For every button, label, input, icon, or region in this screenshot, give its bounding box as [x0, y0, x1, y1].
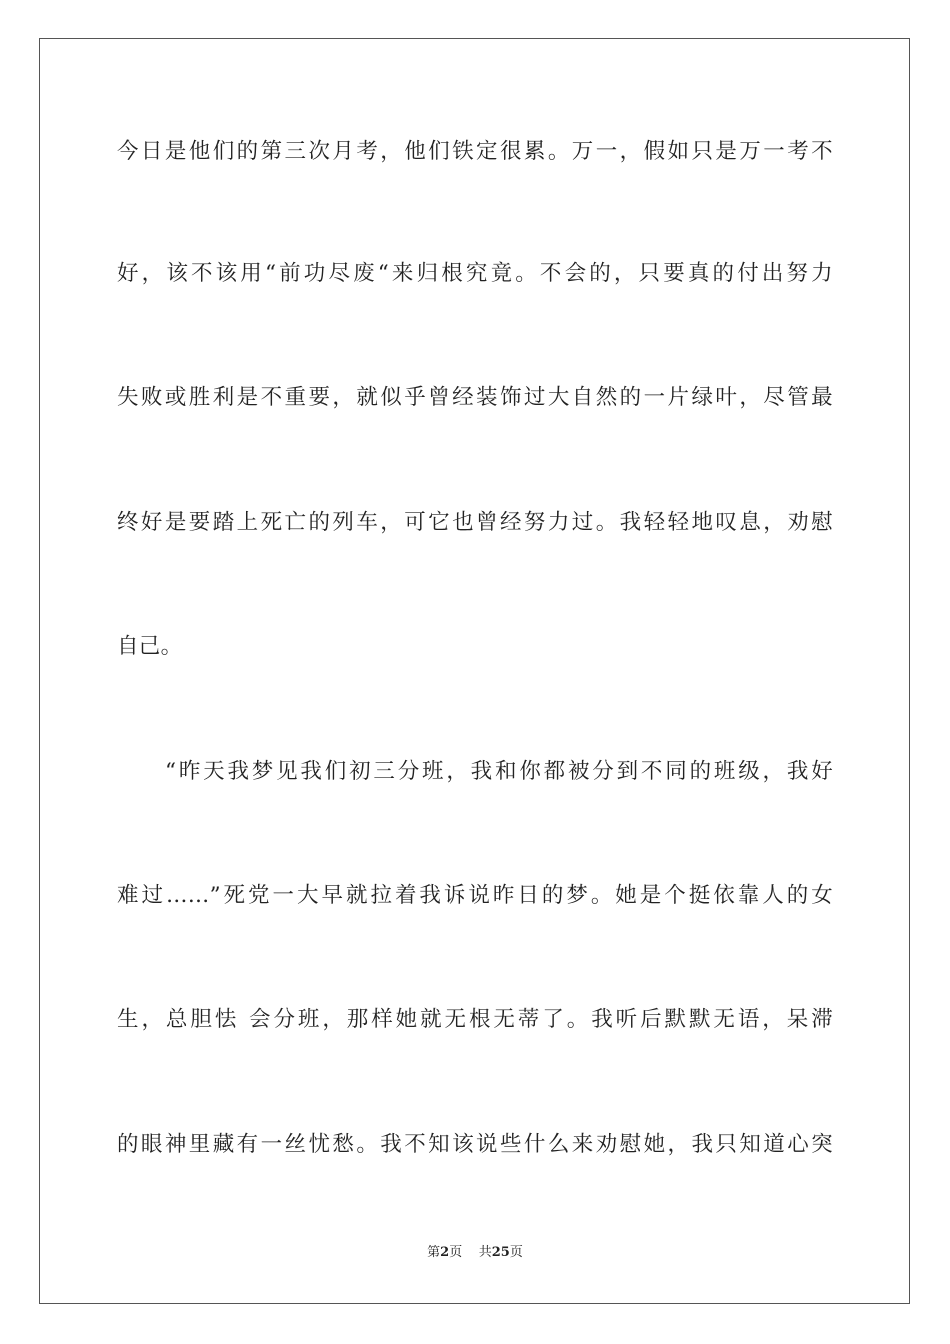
text-line: 终好是要踏上死亡的列车，可它也曾经努力过。我轻轻地叹息，劝慰 [117, 510, 833, 535]
text-line: 的眼神里藏有一丝忧愁。我不知该说些什么来劝慰她，我只知道心突 [117, 1132, 833, 1157]
text-line: 今日是他们的第三次月考，他们铁定很累。万一，假如只是万一考不 [117, 139, 833, 164]
text-line: 难过……”死党一大早就拉着我诉说昨日的梦。她是个挺依靠人的女 [117, 883, 833, 908]
text-line: 失败或胜利是不重要，就似乎曾经装饰过大自然的一片绿叶，尽管最 [117, 385, 833, 410]
page-prefix: 第 [427, 1245, 441, 1260]
total-suffix: 页 [509, 1245, 523, 1260]
text-line: “昨天我梦见我们初三分班，我和你都被分到不同的班级，我好 [165, 759, 833, 784]
page-number: 2 [440, 1245, 450, 1260]
page-suffix: 页 [449, 1245, 463, 1260]
text-line: 好，该不该用“前功尽废“来归根究竟。不会的，只要真的付出努力 [117, 261, 833, 286]
text-line: 自己。 [117, 634, 183, 659]
page-footer [0, 1244, 950, 1262]
text-line: 生，总胆怯 会分班，那样她就无根无蒂了。我听后默默无语，呆滞 [117, 1007, 833, 1032]
total-prefix: 共 [478, 1245, 492, 1260]
page-border [39, 38, 910, 1304]
total-pages: 25 [491, 1245, 510, 1260]
